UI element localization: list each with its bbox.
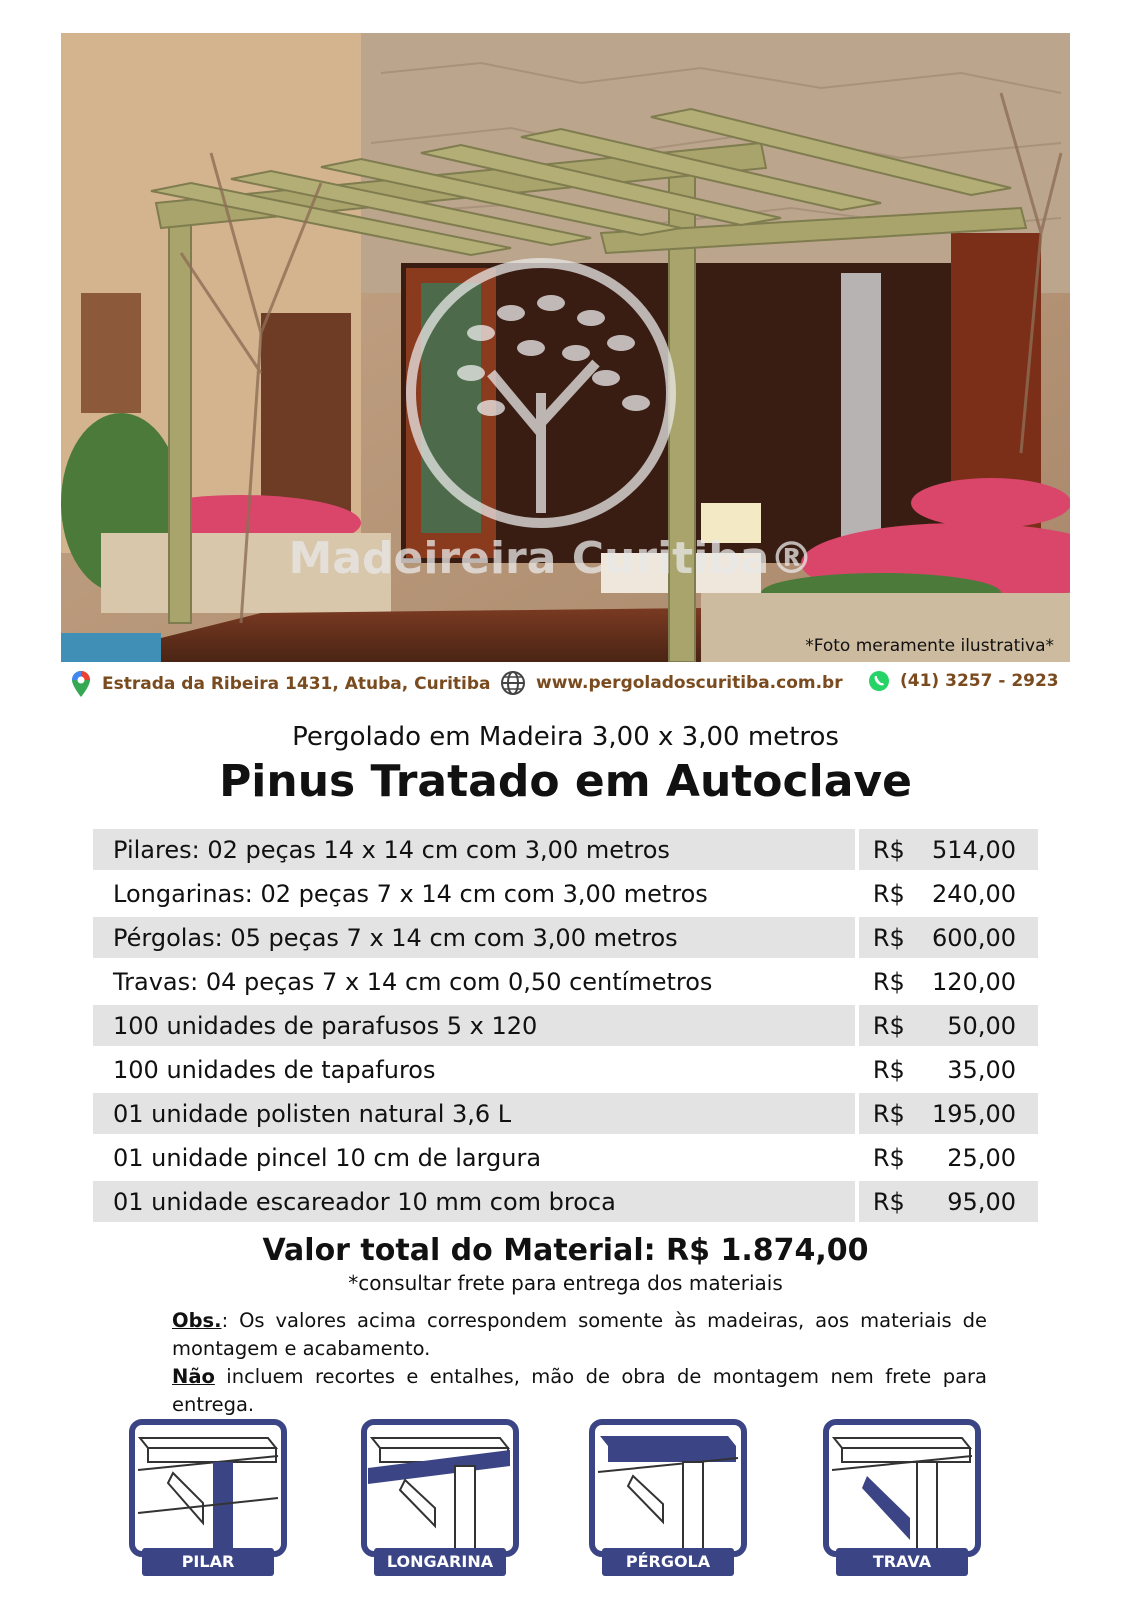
item-value: 514,00 bbox=[932, 829, 1038, 870]
map-pin-icon bbox=[70, 670, 92, 698]
item-description: Longarinas: 02 peças 7 x 14 cm com 3,00 metros bbox=[93, 873, 859, 914]
item-currency: R$ bbox=[872, 879, 905, 908]
diagram-label-pergola: PÉRGOLA bbox=[602, 1548, 734, 1576]
obs-label-2: Não bbox=[172, 1365, 215, 1388]
diagram-label-longarina: LONGARINA bbox=[374, 1548, 506, 1576]
price-row bbox=[93, 829, 1038, 870]
phone-item[interactable] bbox=[868, 670, 1059, 692]
product-subtitle: Pergolado em Madeira 3,00 x 3,00 metros bbox=[292, 722, 839, 752]
item-description: 01 unidade polisten natural 3,6 L bbox=[93, 1093, 859, 1134]
item-value: 35,00 bbox=[947, 1055, 1016, 1084]
diagram-trava bbox=[822, 1418, 982, 1578]
item-description: 01 unidade pincel 10 cm de largura bbox=[93, 1137, 859, 1178]
item-currency: R$ bbox=[872, 1143, 905, 1172]
component-diagrams bbox=[0, 1418, 1131, 1578]
diagram-longarina bbox=[360, 1418, 520, 1578]
item-description: Travas: 04 peças 7 x 14 cm com 0,50 centímetros bbox=[93, 961, 859, 1002]
item-description: Pérgolas: 05 peças 7 x 14 cm com 3,00 metros bbox=[93, 917, 859, 958]
website-item[interactable] bbox=[500, 670, 843, 696]
price-row bbox=[93, 873, 1038, 914]
item-value: 25,00 bbox=[947, 1143, 1016, 1172]
obs-text-1: : Os valores acima correspondem somente às madeiras, aos materiais de montagem e acabamento. bbox=[172, 1309, 987, 1360]
item-currency: R$ bbox=[872, 1055, 905, 1084]
item-description: 01 unidade escareador 10 mm com broca bbox=[93, 1181, 859, 1222]
item-value: 240,00 bbox=[932, 879, 1016, 908]
price-row bbox=[93, 1049, 1038, 1090]
photo-note: *Foto meramente ilustrativa* bbox=[805, 636, 1054, 656]
item-description: Pilares: 02 peças 14 x 14 cm com 3,00 metros bbox=[93, 829, 859, 870]
price-table bbox=[93, 826, 1038, 1225]
item-description: 100 unidades de tapafuros bbox=[93, 1049, 859, 1090]
address-item bbox=[70, 670, 491, 698]
item-value: 50,00 bbox=[932, 1005, 1038, 1046]
rafter-diagram-icon bbox=[588, 1418, 748, 1558]
diagram-pilar bbox=[128, 1418, 288, 1578]
obs-text-2: incluem recortes e entalhes, mão de obra de montagem nem frete para entrega. bbox=[172, 1365, 987, 1416]
contact-bar bbox=[0, 670, 1131, 704]
address-text: Estrada da Ribeira 1431, Atuba, Curitiba bbox=[102, 674, 491, 694]
globe-icon bbox=[500, 670, 526, 696]
item-currency: R$ bbox=[859, 829, 932, 870]
website-link[interactable]: www.pergoladoscuritiba.com.br bbox=[536, 673, 843, 693]
price-row bbox=[93, 1181, 1038, 1222]
item-currency: R$ bbox=[859, 1181, 932, 1222]
item-value: 195,00 bbox=[932, 1093, 1038, 1134]
item-description: 100 unidades de parafusos 5 x 120 bbox=[93, 1005, 859, 1046]
watermark-text: Madeireira Curitiba® bbox=[288, 533, 814, 584]
observations bbox=[172, 1307, 987, 1419]
item-value: 600,00 bbox=[932, 917, 1038, 958]
pillar-diagram-icon bbox=[128, 1418, 288, 1558]
brace-diagram-icon bbox=[822, 1418, 982, 1558]
item-value: 120,00 bbox=[932, 967, 1016, 996]
whatsapp-icon bbox=[868, 670, 890, 692]
price-row bbox=[93, 961, 1038, 1002]
diagram-label-trava: TRAVA bbox=[836, 1548, 968, 1576]
phone-text[interactable]: (41) 3257 - 2923 bbox=[900, 671, 1059, 691]
item-currency: R$ bbox=[859, 917, 932, 958]
item-currency: R$ bbox=[872, 967, 905, 996]
total-value: Valor total do Material: R$ 1.874,00 bbox=[262, 1233, 869, 1268]
item-currency: R$ bbox=[859, 1093, 932, 1134]
beam-diagram-icon bbox=[360, 1418, 520, 1558]
item-value: 95,00 bbox=[932, 1181, 1038, 1222]
price-row bbox=[93, 1093, 1038, 1134]
diagram-label-pilar: PILAR bbox=[142, 1548, 274, 1576]
diagram-pergola bbox=[588, 1418, 748, 1578]
hero-photo bbox=[61, 33, 1070, 662]
item-currency: R$ bbox=[859, 1005, 932, 1046]
obs-label: Obs. bbox=[172, 1309, 222, 1332]
product-title: Pinus Tratado em Autoclave bbox=[219, 756, 912, 807]
freight-note: *consultar frete para entrega dos materiais bbox=[348, 1271, 783, 1295]
price-row bbox=[93, 917, 1038, 958]
price-row bbox=[93, 1005, 1038, 1046]
pergola-photo bbox=[61, 33, 1070, 662]
price-row bbox=[93, 1137, 1038, 1178]
